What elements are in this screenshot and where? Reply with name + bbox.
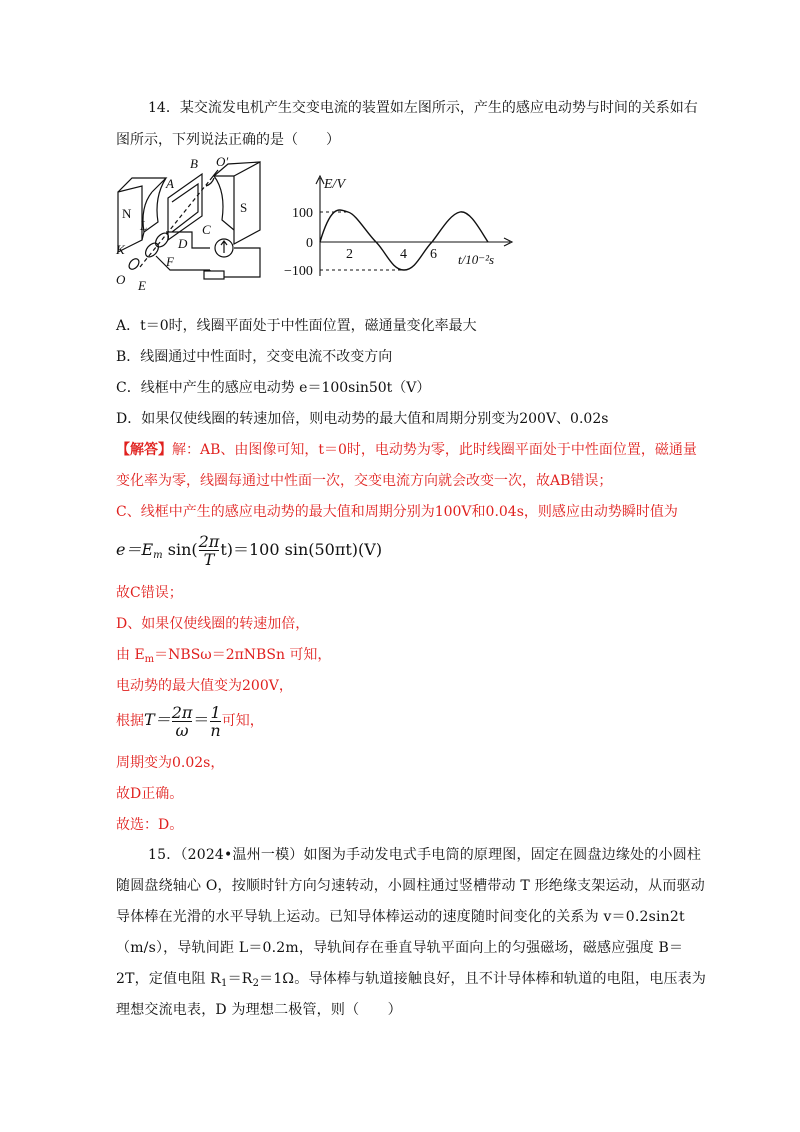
- emf-time-graph: [280, 172, 520, 284]
- y-tick-100: 100: [292, 206, 313, 221]
- q15-line6: 理想交流电表，D 为理想二极管，则（ ）: [116, 1002, 402, 1018]
- formula-right: t)＝100 sin(50πt)(V): [220, 540, 383, 559]
- answer-line3: C、线框中产生的感应电动势的最大值和周期分别为100V和0.04s，则感应由动势瞬时值为: [116, 504, 678, 520]
- line8-num2: 1: [210, 702, 221, 722]
- q15-line3: 导体棒在光滑的水平导轨上运动。已知导体棒运动的速度随时间变化的关系为 v＝0.2sin2t: [116, 909, 685, 925]
- line8-b: 可知，: [221, 713, 264, 729]
- line8-eq: ＝: [193, 710, 210, 729]
- q14-stem-line2: 图所示，下列说法正确的是（ ）: [116, 132, 340, 148]
- q15-l5b: ＝R: [227, 971, 253, 987]
- q14-stem-line1: 14．某交流发电机产生交变电流的装置如左图所示，产生的感应电动势与时间的关系如右: [148, 100, 698, 116]
- answer-text1: 解：AB、由图像可知，t＝0时，电动势为零，此时线圈平面处于中性面位置，磁通量: [172, 442, 697, 458]
- label-O-prime: O′: [216, 154, 229, 169]
- answer-line10: 故D正确。: [116, 786, 184, 802]
- y-axis-label: E/V: [324, 177, 345, 192]
- answer-line7: 电动势的最大值变为200V，: [116, 678, 293, 694]
- q15-line4: （m/s），导轨间距 L＝0.2m，导轨间存在垂直导轨平面向上的匀强磁场，磁感应强度 B＝: [116, 940, 684, 956]
- line6-b: ＝NBSω＝2πNBSn 可知，: [154, 647, 332, 663]
- q15-l5-sub1: 1: [221, 978, 228, 989]
- y-tick-neg100: −100: [284, 264, 313, 279]
- line8-frac2: [210, 704, 220, 739]
- line8-T: T＝: [144, 710, 171, 729]
- q14-option-a: A．t＝0时，线圈平面处于中性面位置，磁通量变化率最大: [116, 318, 477, 334]
- answer-tag: 【解答】: [116, 442, 172, 458]
- x-tick-6: 6: [430, 247, 437, 262]
- line8-den1: ω: [175, 720, 189, 740]
- label-K: K: [116, 242, 125, 257]
- label-S: S: [240, 200, 248, 215]
- label-L: L: [140, 218, 148, 233]
- formula-fraction: [199, 533, 220, 568]
- answer-line1: [116, 440, 697, 460]
- answer-line9: 周期变为0.02s，: [116, 755, 225, 771]
- q14-option-b: B．线圈通过中性面时，交变电流不改变方向: [116, 349, 393, 365]
- formula-left: e＝E: [116, 540, 154, 559]
- formula-den: T: [203, 550, 215, 569]
- x-tick-2: 2: [346, 247, 353, 262]
- q15-l5c: ＝1Ω。导体棒与轨道接触良好，且不计导体棒和轨道的电阻，电压表为: [259, 971, 707, 987]
- q15-l5a: 2T，定值电阻 R: [116, 971, 222, 987]
- line8-num1: 2π: [171, 702, 193, 722]
- q15-l5-sub2: 2: [252, 978, 260, 989]
- emf-formula: [116, 530, 382, 570]
- x-tick-4: 4: [400, 247, 407, 262]
- line8-den2: n: [210, 720, 221, 740]
- answer-line2: 变化率为零，线圈每通过中性面一次，交变电流方向就会改变一次，故AB错误；: [116, 473, 613, 489]
- y-tick-0: 0: [306, 236, 313, 251]
- formula-sin: sin(: [167, 540, 198, 559]
- x-axis-label: t/10⁻²s: [458, 252, 495, 267]
- answer-line6: [116, 645, 331, 670]
- answer-line11: 故选：D。: [116, 817, 184, 833]
- label-B: B: [190, 156, 198, 171]
- answer-line4: 故C错误；: [116, 585, 183, 601]
- label-N: N: [122, 206, 132, 221]
- line6-a: 由 E: [116, 647, 145, 663]
- label-D: D: [178, 236, 188, 251]
- q14-option-d: D．如果仅使线圈的转速加倍，则电动势的最大值和周期分别变为200V、0.02s: [116, 411, 609, 427]
- label-E: E: [138, 278, 146, 293]
- line8-a: 根据: [116, 713, 144, 729]
- generator-figure: [110, 152, 280, 297]
- line8-frac1: [172, 704, 193, 739]
- label-C: C: [202, 222, 211, 237]
- answer-line5: D、如果仅使线圈的转速加倍，: [116, 616, 310, 632]
- formula-sub: m: [153, 550, 163, 561]
- label-O: O: [116, 272, 126, 287]
- q15-line1: 15．（2024•温州一模）如图为手动发电式手电筒的原理图，固定在圆盘边缘处的小圆柱: [148, 847, 702, 863]
- answer-line8: [116, 700, 264, 740]
- label-F: F: [166, 254, 174, 269]
- q15-line2: 随圆盘绕轴心 O，按顺时针方向匀速转动，小圆柱通过竖槽带动 T 形绝缘支架运动，从而驱动: [116, 878, 705, 894]
- q14-option-c: C．线框中产生的感应电动势 e＝100sin50t（V）: [116, 380, 431, 396]
- line6-sub: m: [144, 654, 155, 665]
- q15-line5: [116, 969, 706, 994]
- label-A: A: [166, 176, 174, 191]
- formula-num: 2π: [198, 532, 220, 551]
